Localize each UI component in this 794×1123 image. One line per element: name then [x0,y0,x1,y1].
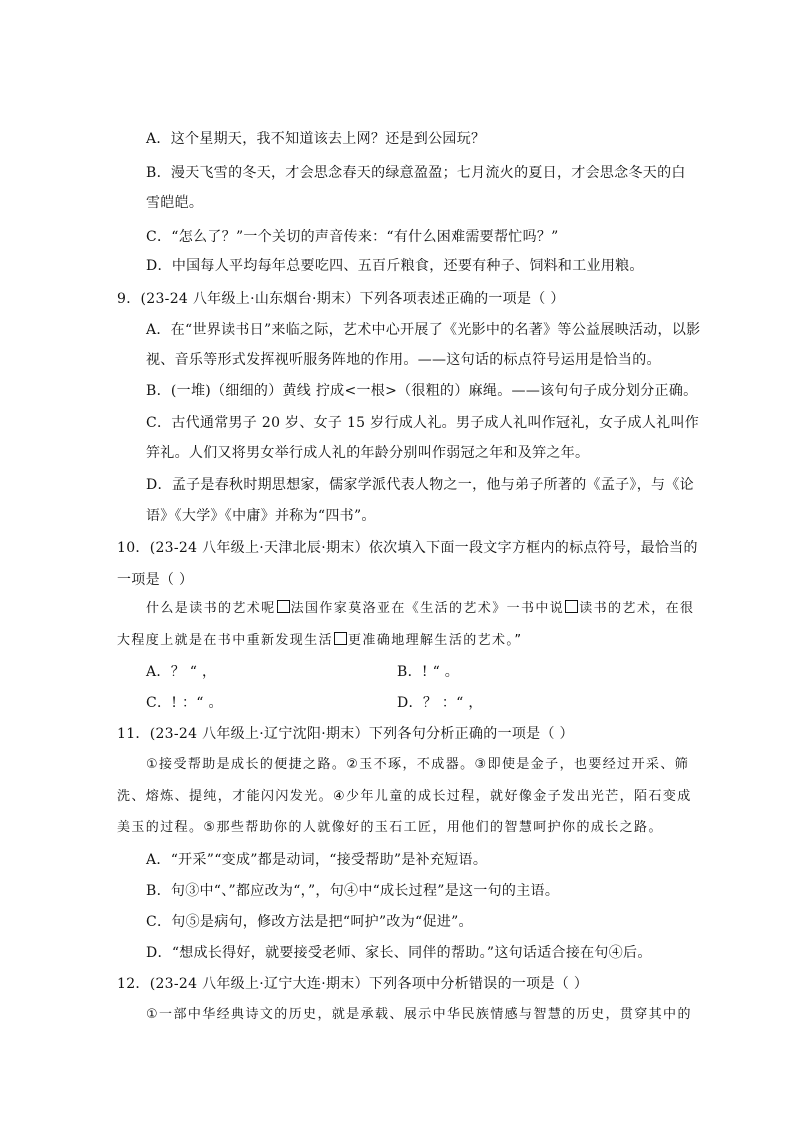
option-8a: A．这个星期天，我不知道该去上网？还是到公园玩？ [146,131,486,147]
option-8c: C．“怎么了？”一个关切的声音传来：“有什么困难需要帮忙吗？” [146,229,559,245]
question-10-passage-line1 [146,599,694,619]
option-10d: D．？ ：“ ， [397,695,483,711]
option-8b-line2: 雪皑皑。 [146,195,204,211]
blank-box [334,632,347,645]
option-9d-line2: 语》《大学》《中庸》并称为“四书”。 [146,508,376,524]
option-9d-line1: D．孟子是春秋时期思想家，儒家学派代表人物之一，他与弟子所著的《孟子》，与《论 [146,477,694,493]
passage-segment: 更准确地理解生活的艺术。” [348,633,523,648]
option-9a-line2: 视、音乐等形式发挥视听服务阵地的作用。——这句话的标点符号运用是恰当的。 [146,352,661,368]
option-9c-line2: 笄礼。人们又将男女举行成人礼的年龄分别叫作弱冠之年和及笄之年。 [146,445,590,461]
question-11-passage-line1: ①接受帮助是成长的便捷之路。②玉不琢，不成器。③即使是金子，也要经过开采、筛 [146,757,690,772]
option-9b: B．(一堆)（细细的）黄线 拧成<一根>（很粗的）麻绳。——该句句子成分划分正确。 [146,383,698,399]
option-10c: C．! ：“ 。 [146,695,223,711]
option-11a: A．“开采”“变成”都是动词，“接受帮助”是补充短语。 [146,852,488,868]
passage-segment: 大程度上就是在书中重新发现生活 [117,633,334,648]
option-9c-line1: C．古代通常男子 20 岁、女子 15 岁行成人礼。男子成人礼叫作冠礼，女子成人礼叫作 [146,415,700,431]
question-12-stem: 12．(23-24 八年级上·辽宁大连·期末）下列各项中分析错误的一项是（ ） [117,976,589,992]
option-11b: B．句③中“、”都应改为“，”，句④中“成长过程”是这一句的主语。 [146,883,560,899]
question-10-passage-line2 [117,631,522,651]
question-12-passage-line1: ①一部中华经典诗文的历史，就是承载、展示中华民族情感与智慧的历史，贯穿其中的 [146,1007,692,1022]
question-9-stem: 9．(23-24 八年级上·山东烟台·期末）下列各项表述正确的一项是（ ） [117,291,565,307]
blank-box [277,600,290,613]
question-11-passage-line2: 洗、熔炼、提纯，才能闪闪发光。④少年儿童的成长过程，就好像金子发出光芒，陌石变成 [117,789,692,804]
option-11d: D．“想成长得好，就要接受老师、家长、同伴的帮助。”这句话适合接在句④后。 [146,945,652,961]
passage-segment: 读书的艺术，在很 [579,601,695,616]
blank-box [565,600,578,613]
option-8b-line1: B．漫天飞雪的冬天，才会思念春天的绿意盈盈；七月流火的夏日，才会思念冬天的白 [146,165,686,181]
passage-segment: 什么是读书的艺术呢 [146,601,276,616]
option-11c: C．句⑤是病句，修改方法是把“呵护”改为“促进”。 [146,914,473,930]
question-11-passage-line3: 美玉的过程。⑤那些帮助你的人就像好的玉石工匠，用他们的智慧呵护你的成长之路。 [117,820,663,835]
passage-segment: 法国作家莫洛亚在《生活的艺术》一书中说 [290,601,565,616]
question-10-stem-line1: 10．(23-24 八年级上·天津北辰·期末）依次填入下面一段文字方框内的标点符号，最恰当的 [117,540,698,556]
option-10b: B．! “ 。 [397,664,460,680]
option-10a: A．？ “ ， [146,664,217,680]
option-9a-line1: A．在“世界读书日”来临之际，艺术中心开展了《光影中的名著》等公益展映活动，以影 [146,322,701,338]
question-11-stem: 11．(23-24 八年级上·辽宁沈阳·期末）下列各句分析正确的一项是（ ） [117,726,574,742]
question-10-stem-line2: 一项是（ ） [117,572,194,588]
option-8d: D．中国每人平均每年总要吃四、五百斤粮食，还要有种子、饲料和工业用粮。 [146,258,644,274]
